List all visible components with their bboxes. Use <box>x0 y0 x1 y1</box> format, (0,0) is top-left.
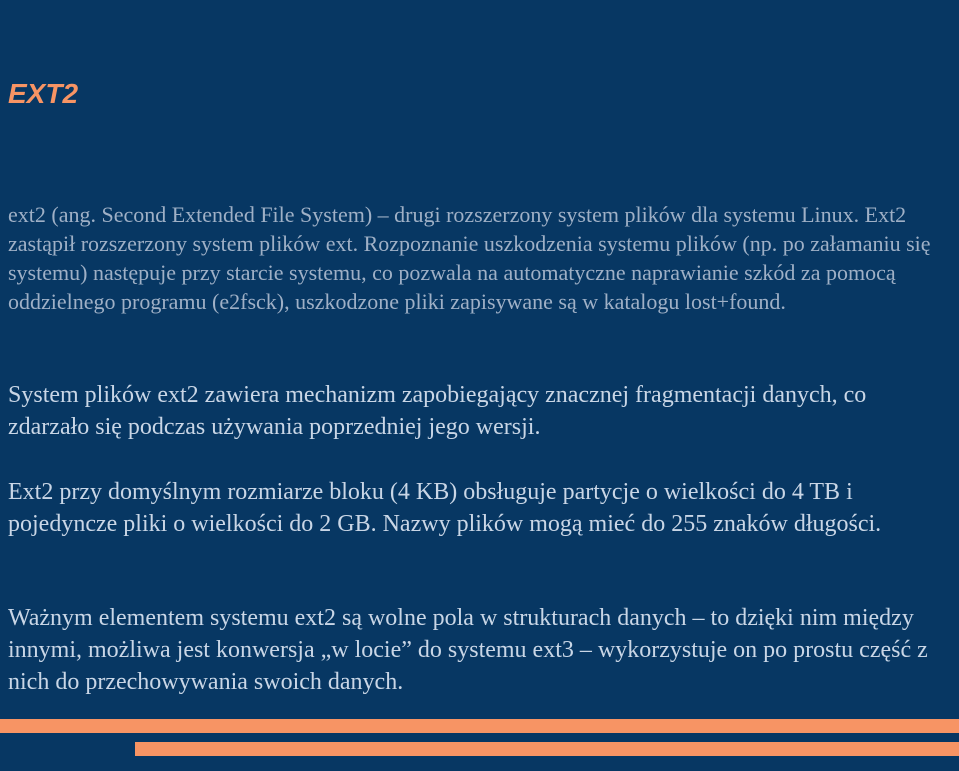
paragraph-intro: ext2 (ang. Second Extended File System) – drugi rozszerzony system plików dla systemu Linux. Ext2 zastąpił rozszerzony system plików ext. Rozpoznanie uszkodzenia systemu plików (np. po załamaniu się systemu) następuje przy starcie systemu, co pozwala na automatyczne naprawianie szkód za pomocą oddzielnego programu (e2fsck), uszkodzone pliki zapisywane są w katalogu lost+found. <box>8 202 931 314</box>
decorative-bar-top <box>0 719 959 733</box>
paragraph-limits: Ext2 przy domyślnym rozmiarze bloku (4 KB) obsługuje partycje o wielkości do 4 TB i pojedyncze pliki o wielkości do 2 GB. Nazwy plików mogą mieć do 255 znaków długości. <box>8 479 882 537</box>
paragraph-conversion: Ważnym elementem systemu ext2 są wolne pola w strukturach danych – to dzięki nim między innymi, możliwa jest konwersja „w locie” do systemu ext3 – wykorzystuje on po prostu część z nich do przechowywania swoich danych. <box>8 605 928 695</box>
decorative-bar-bottom <box>135 742 959 756</box>
paragraph-fragmentation: System plików ext2 zawiera mechanizm zapobiegający znacznej fragmentacji danych, co zdarzało się podczas używania poprzedniej jego wersji. <box>8 382 867 440</box>
slide-title: EXT2 <box>8 78 79 109</box>
